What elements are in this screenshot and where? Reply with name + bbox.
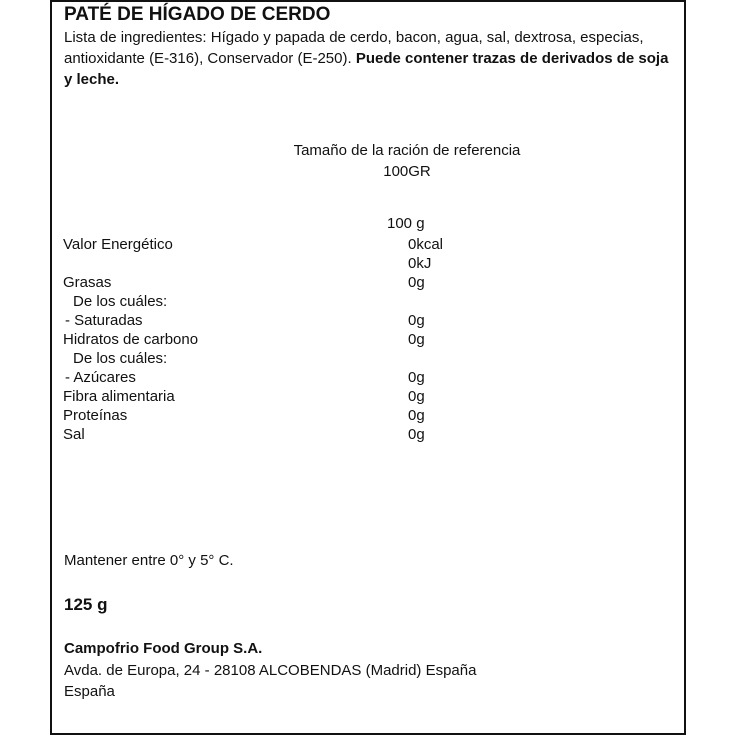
nutrient-value: 0g [408, 274, 425, 291]
nutrient-value: 0g [408, 312, 425, 329]
nutrient-value: 0kcal [408, 236, 444, 253]
product-label [50, 0, 686, 735]
nutrient-value: 0g [408, 331, 425, 348]
nutrient-name: Grasas [63, 274, 112, 291]
nutrient-value: 0g [408, 388, 425, 405]
nutrient-name: Sal [63, 426, 85, 443]
net-weight: 125 g [64, 595, 108, 614]
reference-portion: Tamaño de la ración de referencia 100GR [293, 142, 521, 180]
ingredients-list [64, 27, 676, 90]
nutrient-name: Valor Energético [63, 236, 173, 253]
nutrient-value: 0g [408, 426, 425, 443]
nutrient-name: De los cuáles: [73, 350, 168, 367]
nutrient-name: De los cuáles: [73, 293, 168, 310]
manufacturer-name: Campofrio Food Group S.A. [64, 640, 263, 657]
ingredients-text: Lista de ingredientes: Hígado y papada de cerdo, bacon, agua, sal, dextrosa, especias, antioxidante (E-316), Conservador (E-250). [64, 29, 644, 67]
nutrient-value: 0g [408, 407, 425, 424]
storage-instructions: Mantener entre 0° y 5° C. [64, 552, 234, 569]
nutrient-value: 0g [408, 369, 425, 386]
manufacturer-address: Avda. de Europa, 24 - 28108 ALCOBENDAS (Madrid) España [64, 662, 477, 679]
nutrient-name: Fibra alimentaria [63, 388, 175, 405]
product-title: PATÉ DE HÍGADO DE CERDO [64, 4, 331, 25]
nutrient-name: - Azúcares [65, 369, 136, 386]
nutrient-name: Proteínas [63, 407, 128, 424]
nutrient-name: - Saturadas [65, 312, 143, 329]
manufacturer-country: España [64, 683, 115, 700]
nutrition-column-header: 100 g [387, 215, 425, 232]
allergen-warning: Puede contener trazas de derivados de soja y leche. [64, 50, 669, 88]
nutrient-name: Hidratos de carbono [63, 331, 199, 348]
nutrient-value: 0kJ [408, 255, 432, 272]
